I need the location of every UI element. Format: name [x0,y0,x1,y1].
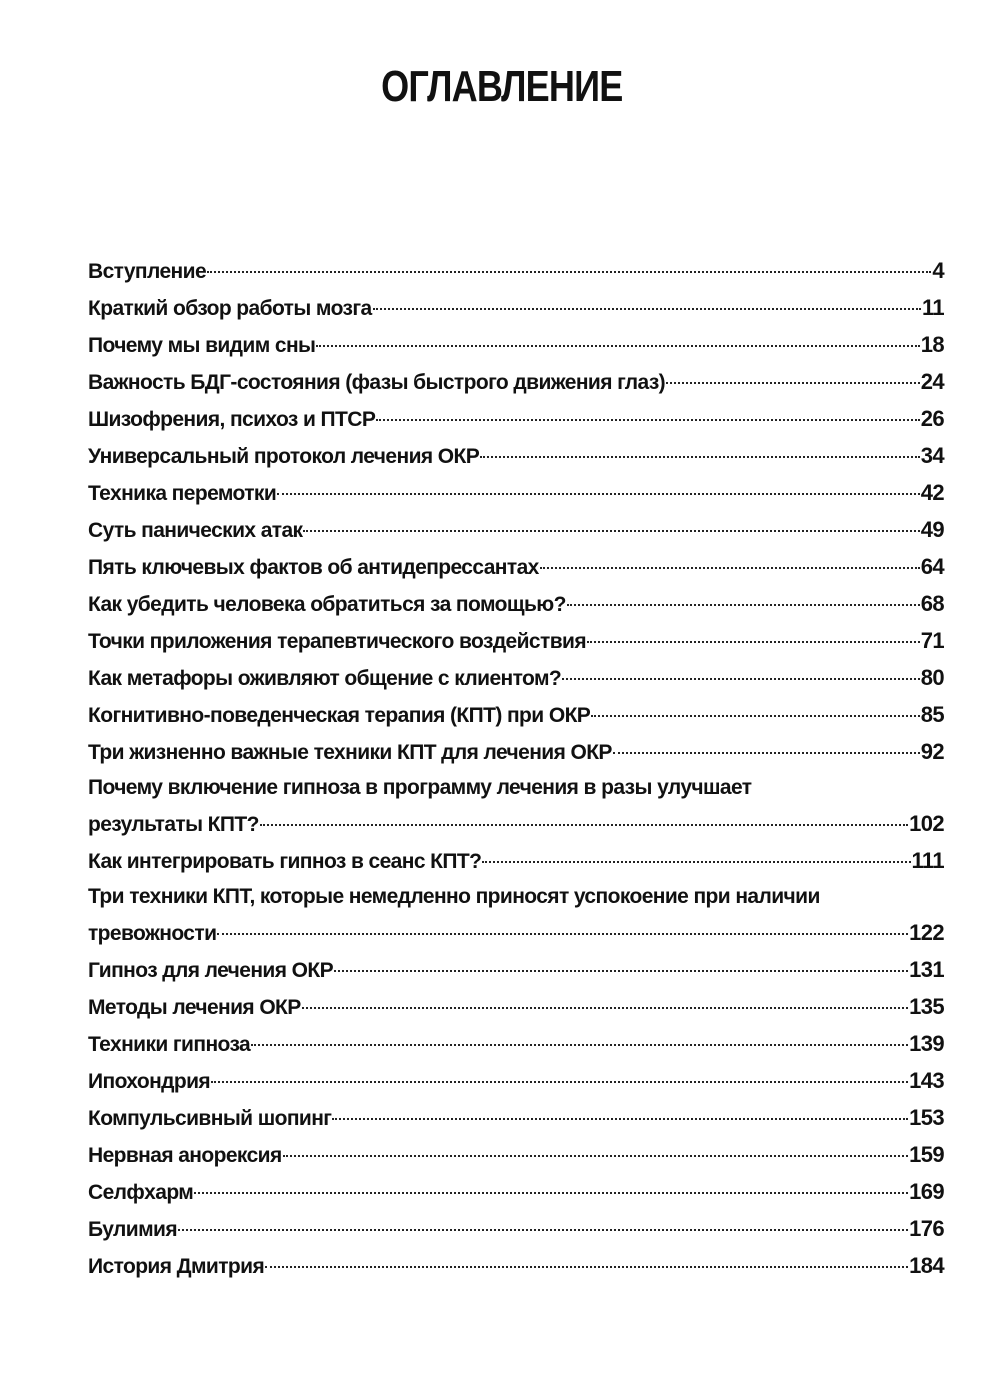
toc-entry[interactable] [88,733,944,770]
toc-entry[interactable] [88,289,944,326]
toc-entry-title: Универсальный протокол лечения ОКР [88,445,480,468]
dot-leader [480,456,920,458]
toc-entry-title: Селфхарм [88,1181,194,1204]
toc-entry-title: Нервная анорексия [88,1144,282,1167]
dot-leader [207,271,931,273]
toc-entry[interactable] [88,1173,944,1210]
toc-page-number: 42 [920,480,944,505]
dot-leader [251,1044,908,1046]
toc-entry-title: Пять ключевых фактов об антидепрессантах [88,556,539,579]
dot-leader [283,1155,908,1157]
toc-page-number: 85 [920,702,944,727]
toc-entry-title: Техники гипноза [88,1033,251,1056]
toc-page-number: 34 [920,443,944,468]
toc-page-number: 169 [909,1179,944,1204]
toc-entry-title: Как метафоры оживляют общение с клиентом? [88,667,562,690]
toc-page-number: 139 [909,1031,944,1056]
toc-entry[interactable] [88,363,944,400]
table-of-contents [88,252,944,1284]
toc-page-number: 71 [920,628,944,653]
toc-page-number: 143 [909,1068,944,1093]
toc-entry[interactable] [88,842,944,879]
toc-entry-title: Как убедить человека обратиться за помощью? [88,593,566,616]
toc-entry-title: Вступление [88,260,207,283]
toc-entry[interactable] [88,1136,944,1173]
toc-entry-title: Компульсивный шопинг [88,1107,332,1130]
toc-entry[interactable] [88,585,944,622]
toc-entry[interactable] [88,1062,944,1099]
toc-entry-title-line2: результаты КПТ? [88,813,259,836]
dot-leader [277,493,920,495]
toc-entry[interactable] [88,988,944,1025]
dot-leader [260,824,908,826]
toc-entry-title: Почему мы видим сны [88,334,316,357]
toc-entry[interactable] [88,1099,944,1136]
toc-page-number: 11 [921,295,944,320]
toc-entry-title: Булимия [88,1218,177,1241]
toc-entry[interactable] [88,326,944,363]
toc-entry-title: Краткий обзор работы мозга [88,297,372,320]
toc-page-number: 64 [920,554,944,579]
toc-entry[interactable] [88,770,944,842]
dot-leader [482,861,910,863]
dot-leader [334,970,908,972]
dot-leader [666,382,920,384]
toc-page-number: 92 [920,739,944,764]
toc-entry[interactable] [88,1247,944,1284]
toc-entry-title: Шизофрения, психоз и ПТСР [88,408,376,431]
dot-leader [217,933,908,935]
toc-entry-title: Методы лечения ОКР [88,996,301,1019]
toc-entry[interactable] [88,1025,944,1062]
toc-entry-title: Точки приложения терапевтического воздействия [88,630,586,653]
toc-entry-title: Важность БДГ-состояния (фазы быстрого движения глаз) [88,371,666,394]
toc-entry-title: Три жизненно важные техники КПТ для лечения ОКР [88,741,612,764]
dot-leader [376,419,919,421]
dot-leader [211,1081,908,1083]
toc-page-number: 18 [920,332,944,357]
toc-page-number: 111 [911,848,944,873]
toc-entry[interactable] [88,511,944,548]
dot-leader [591,715,920,717]
toc-entry[interactable] [88,696,944,733]
toc-entry-title: Когнитивно-поведенческая терапия (КПТ) при ОКР [88,704,591,727]
dot-leader [265,1266,908,1268]
toc-entry[interactable] [88,1210,944,1247]
dot-leader [316,345,919,347]
dot-leader [194,1192,908,1194]
dot-leader [373,308,921,310]
toc-page-number: 4 [932,258,944,283]
toc-entry-title-line1: Три техники КПТ, которые немедленно приносят успокоение при наличии [88,885,820,908]
toc-entry[interactable] [88,951,944,988]
toc-page-number: 26 [920,406,944,431]
toc-page-number: 24 [920,369,944,394]
dot-leader [540,567,920,569]
dot-leader [332,1118,908,1120]
dot-leader [303,530,919,532]
dot-leader [587,641,920,643]
toc-entry-title: Ипохондрия [88,1070,211,1093]
toc-entry-title-line2: тревожности [88,922,217,945]
toc-page-number: 159 [909,1142,944,1167]
dot-leader [567,604,920,606]
toc-page-number: 184 [909,1253,944,1278]
toc-entry-title: Техника перемотки [88,482,277,505]
toc-entry-title: История Дмитрия [88,1255,265,1278]
toc-page-number: 176 [909,1216,944,1241]
toc-entry-title-line1: Почему включение гипноза в программу лечения в разы улучшает [88,776,752,799]
toc-entry-title: Как интегрировать гипноз в сеанс КПТ? [88,850,482,873]
dot-leader [613,752,920,754]
toc-entry[interactable] [88,548,944,585]
toc-entry-title: Гипноз для лечения ОКР [88,959,333,982]
toc-page-number: 122 [909,920,944,945]
toc-entry-title: Суть панических атак [88,519,303,542]
page-title: ОГЛАВЛЕНИЕ [381,62,623,111]
dot-leader [178,1229,908,1231]
dot-leader [562,678,920,680]
toc-page-number: 131 [909,957,944,982]
toc-page-number: 49 [920,517,944,542]
toc-entry[interactable] [88,659,944,696]
toc-entry[interactable] [88,252,944,289]
toc-entry[interactable] [88,474,944,511]
toc-entry[interactable] [88,437,944,474]
toc-entry[interactable] [88,622,944,659]
dot-leader [302,1007,908,1009]
toc-page-number: 153 [909,1105,944,1130]
toc-page-number: 102 [909,811,944,836]
toc-page-number: 135 [909,994,944,1019]
toc-page-number: 68 [920,591,944,616]
toc-entry[interactable] [88,879,944,951]
toc-entry[interactable] [88,400,944,437]
toc-page-number: 80 [920,665,944,690]
